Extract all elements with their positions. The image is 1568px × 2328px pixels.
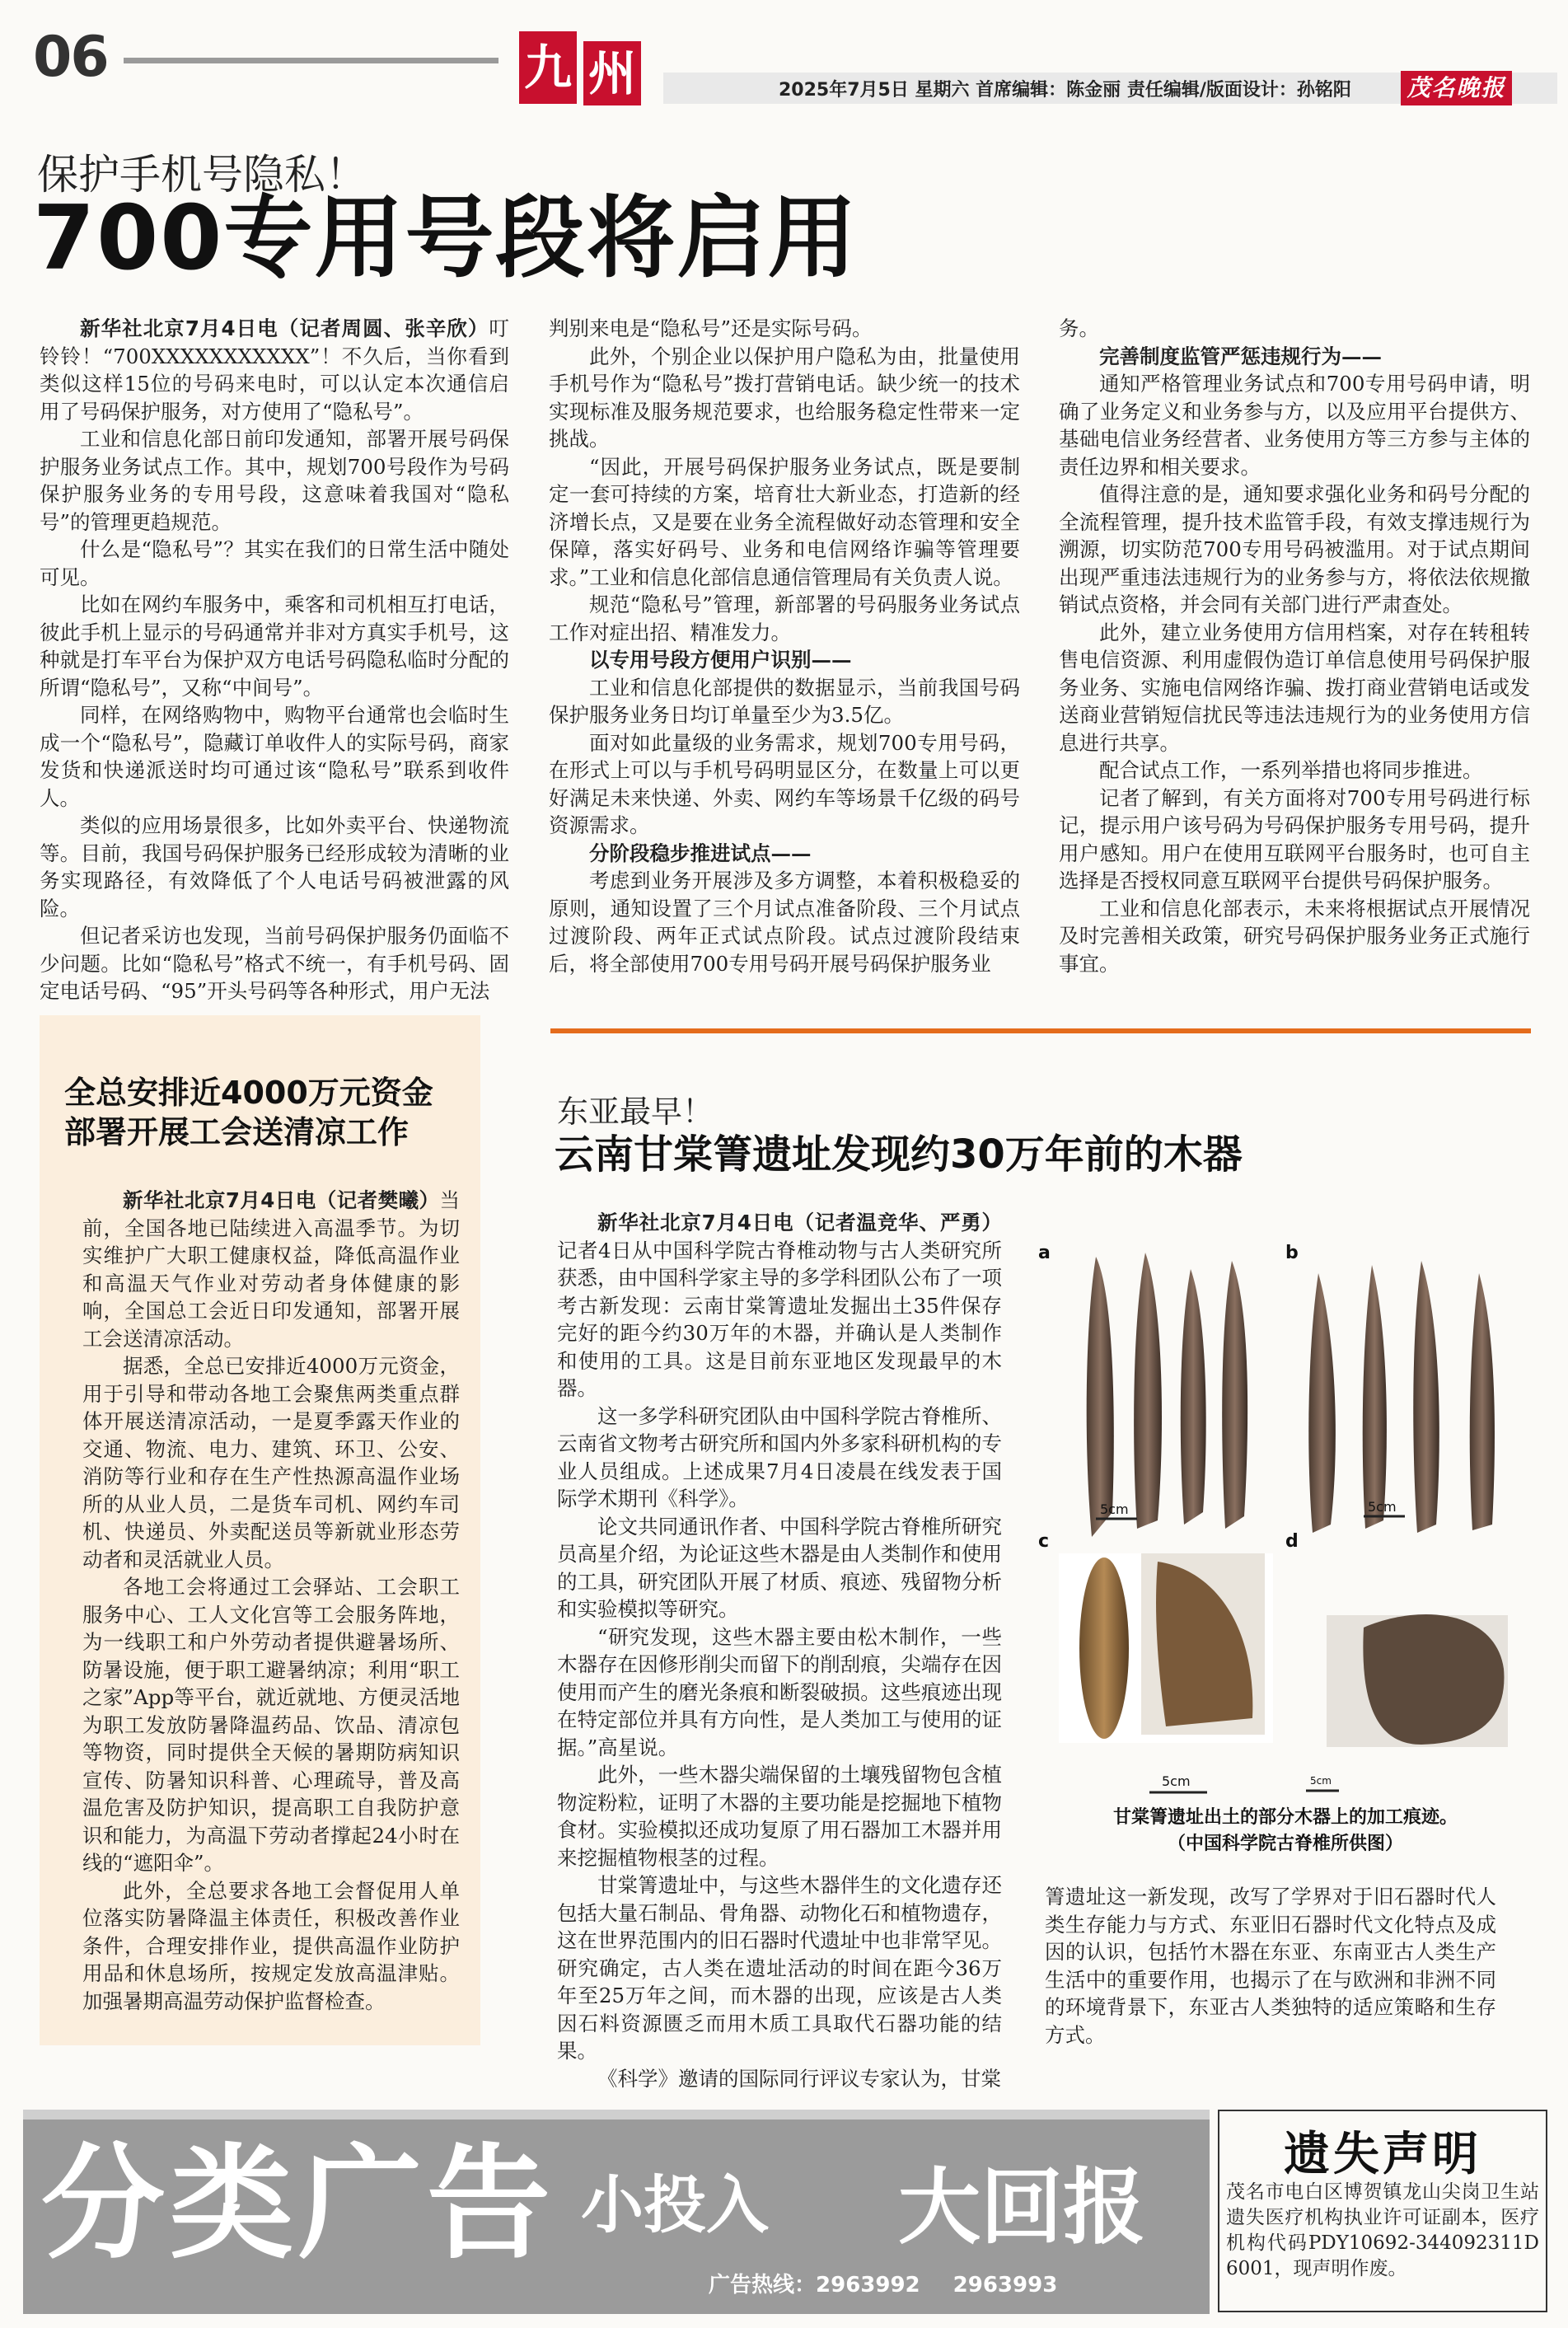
paragraph: 此外，个别企业以保护用户隐私为由，批量使用手机号作为“隐私号”拨打营销电话。缺少统一的技术实现标准及服务规范要求，也给服务稳定性带来一定挑战。: [549, 344, 1020, 451]
paragraph: 箐遗址这一新发现，改写了学界对于旧石器时代人类生存能力与方式、东亚旧石器时代文化特点及成因的认识，包括竹木器在东亚、东南亚古人类生产生活中的重要作用，也揭示了在与欧洲和非洲不同的环境背景下，东亚古人类独特的适应策略和生存方式。: [1045, 1885, 1496, 2047]
scale-label: 5cm: [1310, 1775, 1332, 1787]
article1-column-3: [1059, 315, 1530, 977]
article1-kicker: 保护手机号隐私！: [37, 151, 367, 199]
ad-hotline-label: 广告热线：: [709, 2273, 817, 2298]
figure-caption-line-2: （中国科学院古脊椎所供图）: [1167, 1834, 1403, 1854]
paragraph: 《科学》邀请的国际同行评议专家认为，甘棠: [597, 2066, 1001, 2091]
ad-big-text: 分类广告: [41, 2133, 556, 2276]
paragraph: 配合试点工作，一系列举措也将同步推进。: [1099, 758, 1483, 782]
sidebar-title-line-2: 部署开展工会送清凉工作: [64, 1114, 410, 1150]
article1-lead: 叮铃铃！“700XXXXXXXXXXX”！不久后，当你看到类似这样15位的号码来电时，可以认定本次通信启用了号码保护服务，对方使用了“隐私号”。: [40, 316, 509, 424]
subheading: 完善制度监管严惩违规行为——: [1099, 344, 1382, 368]
paragraph: 考虑到业务开展涉及多方调整，本着积极稳妥的原则，通知设置了三个月试点准备阶段、三个月试点过渡阶段、两年正式试点阶段。试点过渡阶段结束后，将全部使用700专用号码开展号码保护服务业: [549, 869, 1020, 976]
paragraph: 工业和信息化部日前印发通知，部署开展号码保护服务业务试点工作。其中，规划700号段作为号码保护服务业务的专用号段，这意味着我国对“隐私号”的管理更趋规范。: [40, 427, 509, 534]
sidebar-title-line-1: 全总安排近4000万元资金: [64, 1075, 433, 1111]
scale-label: 5cm: [1162, 1773, 1191, 1789]
figure-caption: [1034, 1805, 1537, 1857]
article1-headline: 700专用号段将启用: [33, 187, 859, 290]
paragraph: 此外，建立业务使用方信用档案，对存在转租转售电信资源、利用虚假伪造订单信息使用号码保护服务业务、实施电信网络诈骗、拨打商业营销电话或发送商业营销短信扰民等违法违规行为的业务使用方信息进行共享。: [1059, 620, 1530, 755]
paragraph: 规范“隐私号”管理，新部署的号码服务业务试点工作对症出招、精准发力。: [549, 593, 1020, 644]
paragraph: 类似的应用场景很多，比如外卖平台、快递物流等。目前，我国号码保护服务已经形成较为清晰的业务实现路径，有效降低了个人电话号码被泄露的风险。: [40, 813, 509, 920]
paragraph: 这一多学科研究团队由中国科学院古脊椎所、云南省文物考古研究所和国内外多家科研机构的专业人员组成。上述成果7月4日凌晨在线发表于国际学术期刊《科学》。: [557, 1403, 1002, 1511]
paragraph: 此外，全总要求各地工会督促用人单位落实防暑降温主体责任，积极改善作业条件，合理安排作业，提供高温作业防护用品和休息场所，按规定发放高温津贴。加强暑期高温劳动保护监督检查。: [82, 1878, 460, 2013]
section-box-1: 九: [519, 31, 577, 104]
artifact-figure: [1034, 1240, 1537, 1801]
ad-phone-1: 2963992: [816, 2273, 920, 2298]
subheading: 分阶段稳步推进试点——: [589, 841, 812, 865]
panel-label-c: c: [1038, 1531, 1050, 1552]
article2-lead: 记者4日从中国科学院古脊椎动物与古人类研究所获悉，由中国科学家主导的多学科团队公布了一项考古新发现：云南甘棠箐遗址发掘出土35件保存完好的距今约30万年的木器，并确认是人类制作和使用的工具。这是目前东亚地区发现最早的木器。: [557, 1238, 1002, 1400]
paragraph: “研究发现，这些木器主要由松木制作，一些木器存在因修形削尖而留下的削刮痕，尖端存在因使用而产生的磨光条痕和断裂破损。这些痕迹出现在特定部位并具有方向性，是人类加工与使用的证据。”高星说。: [557, 1624, 1002, 1759]
date-line: 2025年7月5日 星期六 首席编辑：陈金丽 责任编辑/版面设计：孙铭阳: [779, 80, 1351, 101]
article2-orange-rule: [550, 1028, 1531, 1033]
article1-dateline: 新华社北京7月4日电（记者周圆、张辛欣）: [80, 316, 489, 340]
article2-headline: 云南甘棠箐遗址发现约30万年前的木器: [555, 1131, 1243, 1178]
logo: 茂名晚报: [1401, 71, 1512, 105]
ad-phone-2: 2963993: [953, 2273, 1058, 2298]
lost-notice-title: 遗失声明: [1284, 2127, 1481, 2181]
subheading: 以专用号段方便用户识别——: [589, 648, 852, 672]
paragraph: 工业和信息化部提供的数据显示，当前我国号码保护服务业务日均订单量至少为3.5亿。: [549, 675, 1020, 727]
sidebar-lead: 当前，全国各地已陆续进入高温季节。为切实维护广大职工健康权益，降低高温作业和高温天气作业对劳动者身体健康的影响，全国总工会近日印发通知，部署开展工会送清凉活动。: [82, 1188, 460, 1351]
ad-small-text-2: 大回报: [898, 2159, 1145, 2255]
paragraph: 面对如此量级的业务需求，规划700专用号码，在形式上可以与手机号码明显区分，在数量上可以更好满足未来快递、外卖、网约车等场景千亿级的码号资源需求。: [549, 730, 1020, 837]
paragraph: 什么是“隐私号”？其实在我们的日常生活中随处可见。: [40, 537, 509, 589]
paragraph: 务。: [1059, 316, 1099, 340]
article2-kicker: 东亚最早！: [557, 1094, 714, 1130]
paragraph: 工业和信息化部表示，未来将根据试点开展情况及时完善相关政策，研究号码保护服务业务正式施行事宜。: [1059, 896, 1530, 976]
paragraph: 值得注意的是，通知要求强化业务和码号分配的全流程管理，提升技术监管手段，有效支撑违规行为溯源，切实防范700专用号码被滥用。对于试点期间出现严重违法违规行为的业务参与方，将依法依规撤销试点资格，并会同有关部门进行严肃查处。: [1059, 482, 1530, 616]
paragraph: 同样，在网络购物中，购物平台通常也会临时生成一个“隐私号”，隐藏订单收件人的实际号码，商家发货和快递派送时均可通过该“隐私号”联系到收件人。: [40, 703, 509, 810]
sidebar-title: [64, 1073, 476, 1152]
article2-column-2: [1045, 1883, 1496, 2049]
scale-label: 5cm: [1100, 1501, 1129, 1517]
panel-label-a: a: [1038, 1243, 1051, 1263]
article2-dateline: 新华社北京7月4日电（记者温竞华、严勇）: [597, 1211, 1002, 1234]
sidebar-body: [82, 1187, 460, 2015]
ad-hotline: [709, 2268, 1057, 2298]
figure-caption-line-1: 甘棠箐遗址出土的部分木器上的加工痕迹。: [1112, 1807, 1458, 1828]
paragraph: 据悉，全总已安排近4000万元资金，用于引导和带动各地工会聚焦两类重点群体开展送清凉活动，一是夏季露天作业的交通、物流、电力、建筑、环卫、公安、消防等行业和存在生产性热源高温作业场所的从业人员，二是货车司机、网约车司机、快递员、外卖配送员等新就业形态劳动者和灵活就业人员。: [82, 1354, 460, 1572]
paragraph: 记者了解到，有关方面将对700专用号码进行标记，提示用户该号码为号码保护服务专用号码，提升用户感知。用户在使用互联网平台服务时，也可自主选择是否授权同意互联网平台提供号码保护服务。: [1059, 785, 1530, 892]
paragraph: 此外，一些木器尖端保留的土壤残留物包含植物淀粉粒，证明了木器的主要功能是挖掘地下植物食材。实验模拟还成功复原了用石器加工木器并用来挖掘植物根茎的过程。: [557, 1763, 1002, 1870]
panel-label-b: b: [1285, 1243, 1299, 1263]
sidebar-dateline: 新华社北京7月4日电（记者樊曦）: [123, 1188, 440, 1212]
paragraph: 论文共同通讯作者、中国科学院古脊椎所研究员高星介绍，为论证这些木器是由人类制作和使用的工具，研究团队开展了材质、痕迹、残留物分析和实验模拟等研究。: [557, 1514, 1002, 1621]
ad-small-text-1: 小投入: [581, 2168, 769, 2241]
paragraph: 通知严格管理业务试点和700专用号码申请，明确了业务定义和业务参与方，以及应用平台提供方、基础电信业务经营者、业务使用方等三方参与主体的责任边界和相关要求。: [1059, 372, 1530, 479]
panel-label-d: d: [1285, 1531, 1299, 1552]
article1-column-2: [549, 315, 1020, 977]
scale-label: 5cm: [1368, 1499, 1397, 1515]
paragraph: 各地工会将通过工会驿站、工会职工服务中心、工人文化宫等工会服务阵地，为一线职工和户外劳动者提供避暑场所、防暑设施，便于职工避暑纳凉；利用“职工之家”App等平台，就近就地、方便灵活地为职工发放防暑降温药品、饮品、清凉包等物资，同时提供全天候的暑期防病知识宣传、防暑知识科普、心理疏导，普及高温危害及防护知识，提高职工自我防护意识和能力，为高温下劳动者撑起24小时在线的“遮阳伞”。: [82, 1575, 460, 1875]
lost-notice-text: 茂名市电白区博贺镇龙山尖岗卫生站遗失医疗机构执业许可证副本，医疗机构代码PDY10692-344092311D6001，现声明作废。: [1226, 2181, 1539, 2279]
section-box-2: 州: [583, 41, 641, 105]
artifact-photos: [1034, 1240, 1537, 1801]
paragraph: “因此，开展号码保护服务业务试点，既是要制定一套可持续的方案，培育壮大新业态，打造新的经济增长点，又是要在业务全流程做好动态管理和安全保障，落实好码号、业务和电信网络诈骗等管理要求。”工业和信息化部信息通信管理局有关负责人说。: [549, 454, 1020, 589]
article1-column-1: [40, 315, 509, 1005]
ad-stripe: [23, 2110, 1210, 2120]
masthead-rule-left: [124, 58, 498, 63]
article2-column-1: [557, 1209, 1002, 2092]
paragraph: 但记者采访也发现，当前号码保护服务仍面临不少问题。比如“隐私号”格式不统一，有手机号码、固定电话号码、“95”开头号码等各种形式，用户无法: [40, 924, 509, 1003]
paragraph: 甘棠箐遗址中，与这些木器伴生的文化遗存还包括大量石制品、骨角器、动物化石和植物遗存，这在世界范围内的旧石器时代遗址中也非常罕见。研究确定，古人类在遗址活动的时间在距今36万年至25万年之间，而木器的出现，应该是古人类因石料资源匮乏而用木质工具取代石器功能的结果。: [557, 1873, 1002, 2063]
page-number: 06: [33, 25, 108, 90]
paragraph: 比如在网约车服务中，乘客和司机相互打电话，彼此手机上显示的号码通常并非对方真实手机号，这种就是打车平台为保护双方电话号码隐私临时分配的所谓“隐私号”，又称“中间号”。: [40, 593, 509, 700]
paragraph: 判别来电是“隐私号”还是实际号码。: [549, 316, 873, 340]
